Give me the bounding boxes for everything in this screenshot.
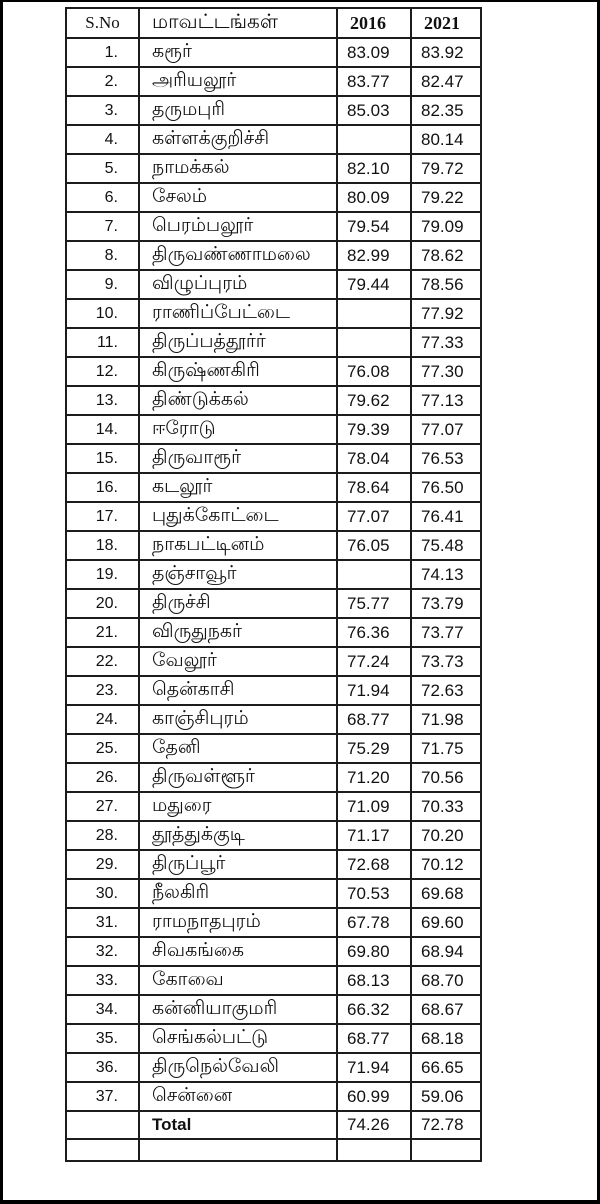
row-serial-number: 13. (66, 386, 139, 415)
row-value-2016: 70.53 (337, 879, 411, 908)
row-value-2016 (337, 299, 411, 328)
total-row (66, 1111, 481, 1139)
row-value-2021: 71.98 (411, 705, 481, 734)
row-value-2016: 83.77 (337, 67, 411, 96)
row-value-2016: 79.54 (337, 212, 411, 241)
row-district-name: புதுக்கோட்டை (139, 502, 337, 531)
row-value-2021: 77.33 (411, 328, 481, 357)
empty-cell (337, 1139, 411, 1161)
row-serial-number: 35. (66, 1024, 139, 1053)
row-value-2021: 78.56 (411, 270, 481, 299)
table-row (66, 647, 481, 676)
row-value-2016: 77.24 (337, 647, 411, 676)
row-serial-number: 12. (66, 357, 139, 386)
table-row (66, 589, 481, 618)
row-serial-number: 32. (66, 937, 139, 966)
row-value-2016: 79.62 (337, 386, 411, 415)
table-row (66, 850, 481, 879)
row-value-2016: 72.68 (337, 850, 411, 879)
row-district-name: திருவள்ளூர் (139, 763, 337, 792)
row-district-name: நாமக்கல் (139, 154, 337, 183)
row-district-name: நாகபட்டினம் (139, 531, 337, 560)
table-row (66, 125, 481, 154)
row-value-2016: 76.36 (337, 618, 411, 647)
row-value-2016 (337, 125, 411, 154)
row-value-2021: 69.68 (411, 879, 481, 908)
row-district-name: ராணிப்பேட்டை (139, 299, 337, 328)
table-row (66, 357, 481, 386)
empty-cell (411, 1139, 481, 1161)
row-serial-number: 17. (66, 502, 139, 531)
row-district-name: திருப்பூர் (139, 850, 337, 879)
row-value-2021: 69.60 (411, 908, 481, 937)
row-serial-number: 26. (66, 763, 139, 792)
table-row (66, 212, 481, 241)
row-serial-number: 18. (66, 531, 139, 560)
row-serial-number: 28. (66, 821, 139, 850)
row-value-2016: 76.08 (337, 357, 411, 386)
total-sno-cell (66, 1111, 139, 1139)
row-district-name: அரியலூர் (139, 67, 337, 96)
row-value-2021: 68.67 (411, 995, 481, 1024)
row-value-2016: 79.44 (337, 270, 411, 299)
table-row (66, 676, 481, 705)
row-serial-number: 11. (66, 328, 139, 357)
table-row (66, 328, 481, 357)
row-value-2021: 59.06 (411, 1082, 481, 1111)
table-row (66, 299, 481, 328)
row-serial-number: 2. (66, 67, 139, 96)
row-value-2021: 78.62 (411, 241, 481, 270)
header-year-2021: 2021 (411, 8, 481, 38)
table-row (66, 821, 481, 850)
row-serial-number: 20. (66, 589, 139, 618)
row-value-2016 (337, 560, 411, 589)
row-value-2021: 77.13 (411, 386, 481, 415)
total-value-2021: 72.78 (411, 1111, 481, 1139)
row-value-2021: 73.79 (411, 589, 481, 618)
table-row (66, 1082, 481, 1111)
row-serial-number: 7. (66, 212, 139, 241)
row-value-2016: 80.09 (337, 183, 411, 212)
row-value-2016: 71.09 (337, 792, 411, 821)
row-serial-number: 27. (66, 792, 139, 821)
table-row (66, 1053, 481, 1082)
row-serial-number: 8. (66, 241, 139, 270)
row-value-2021: 76.41 (411, 502, 481, 531)
row-value-2016: 75.77 (337, 589, 411, 618)
total-label: Total (139, 1111, 337, 1139)
row-serial-number: 24. (66, 705, 139, 734)
row-district-name: கிருஷ்ணகிரி (139, 357, 337, 386)
row-value-2021: 70.56 (411, 763, 481, 792)
row-value-2016: 67.78 (337, 908, 411, 937)
row-value-2021: 68.70 (411, 966, 481, 995)
table-header-row (66, 8, 481, 38)
table-row (66, 560, 481, 589)
row-value-2021: 73.77 (411, 618, 481, 647)
row-serial-number: 1. (66, 38, 139, 67)
row-district-name: சிவகங்கை (139, 937, 337, 966)
row-district-name: செங்கல்பட்டு (139, 1024, 337, 1053)
row-value-2016: 68.77 (337, 705, 411, 734)
row-value-2016: 68.77 (337, 1024, 411, 1053)
row-serial-number: 22. (66, 647, 139, 676)
row-district-name: திருப்பத்தூர்ர் (139, 328, 337, 357)
table-row (66, 183, 481, 212)
row-value-2021: 79.09 (411, 212, 481, 241)
row-serial-number: 16. (66, 473, 139, 502)
row-district-name: காஞ்சிபுரம் (139, 705, 337, 734)
table-row (66, 67, 481, 96)
row-value-2021: 79.22 (411, 183, 481, 212)
row-value-2016: 71.94 (337, 676, 411, 705)
row-district-name: திருச்சி (139, 589, 337, 618)
table-row (66, 966, 481, 995)
row-value-2016: 85.03 (337, 96, 411, 125)
row-value-2021: 68.18 (411, 1024, 481, 1053)
row-value-2016: 71.94 (337, 1053, 411, 1082)
row-district-name: விழுப்புரம் (139, 270, 337, 299)
table-row (66, 908, 481, 937)
row-value-2021: 73.73 (411, 647, 481, 676)
row-district-name: ஈரோடு (139, 415, 337, 444)
row-district-name: விருதுநகர் (139, 618, 337, 647)
row-value-2021: 77.07 (411, 415, 481, 444)
row-district-name: ராமநாதபுரம் (139, 908, 337, 937)
row-value-2016: 76.05 (337, 531, 411, 560)
row-serial-number: 21. (66, 618, 139, 647)
row-value-2021: 76.50 (411, 473, 481, 502)
row-value-2021: 77.30 (411, 357, 481, 386)
table-row (66, 618, 481, 647)
row-district-name: கோவை (139, 966, 337, 995)
row-serial-number: 14. (66, 415, 139, 444)
row-district-name: தஞ்சாவூர் (139, 560, 337, 589)
header-districts: மாவட்டங்கள் (139, 8, 337, 38)
empty-cell (66, 1139, 139, 1161)
row-value-2016: 82.10 (337, 154, 411, 183)
table-row (66, 96, 481, 125)
row-district-name: கரூர் (139, 38, 337, 67)
row-district-name: தருமபுரி (139, 96, 337, 125)
row-serial-number: 23. (66, 676, 139, 705)
table-row (66, 38, 481, 67)
header-sno: S.No (66, 8, 139, 38)
row-serial-number: 25. (66, 734, 139, 763)
empty-row (66, 1139, 481, 1161)
row-district-name: திருவாரூர் (139, 444, 337, 473)
row-serial-number: 29. (66, 850, 139, 879)
row-district-name: தென்காசி (139, 676, 337, 705)
table-row (66, 763, 481, 792)
row-value-2016: 71.20 (337, 763, 411, 792)
table-row (66, 415, 481, 444)
row-value-2021: 71.75 (411, 734, 481, 763)
row-serial-number: 31. (66, 908, 139, 937)
table-row (66, 937, 481, 966)
row-district-name: கடலூர் (139, 473, 337, 502)
row-serial-number: 5. (66, 154, 139, 183)
table-row (66, 386, 481, 415)
row-value-2021: 68.94 (411, 937, 481, 966)
row-serial-number: 36. (66, 1053, 139, 1082)
row-value-2016: 69.80 (337, 937, 411, 966)
row-value-2016: 71.17 (337, 821, 411, 850)
table-row (66, 879, 481, 908)
row-value-2016: 82.99 (337, 241, 411, 270)
row-value-2016: 75.29 (337, 734, 411, 763)
row-serial-number: 37. (66, 1082, 139, 1111)
row-value-2016: 68.13 (337, 966, 411, 995)
table-row (66, 473, 481, 502)
row-value-2016: 83.09 (337, 38, 411, 67)
row-serial-number: 30. (66, 879, 139, 908)
row-district-name: பெரம்பலூர் (139, 212, 337, 241)
row-district-name: கன்னியாகுமரி (139, 995, 337, 1024)
table-row (66, 444, 481, 473)
row-value-2016 (337, 328, 411, 357)
row-value-2021: 83.92 (411, 38, 481, 67)
row-value-2016: 78.64 (337, 473, 411, 502)
row-serial-number: 19. (66, 560, 139, 589)
table-row (66, 995, 481, 1024)
table-row (66, 734, 481, 763)
row-value-2021: 74.13 (411, 560, 481, 589)
row-value-2016: 60.99 (337, 1082, 411, 1111)
row-value-2021: 72.63 (411, 676, 481, 705)
table-row (66, 531, 481, 560)
row-serial-number: 4. (66, 125, 139, 154)
row-district-name: தூத்துக்குடி (139, 821, 337, 850)
total-value-2016: 74.26 (337, 1111, 411, 1139)
row-serial-number: 15. (66, 444, 139, 473)
row-value-2021: 76.53 (411, 444, 481, 473)
row-value-2021: 70.33 (411, 792, 481, 821)
row-district-name: திருநெல்வேலி (139, 1053, 337, 1082)
empty-cell (139, 1139, 337, 1161)
row-value-2021: 80.14 (411, 125, 481, 154)
table-row (66, 1024, 481, 1053)
row-value-2021: 75.48 (411, 531, 481, 560)
row-value-2016: 78.04 (337, 444, 411, 473)
row-serial-number: 6. (66, 183, 139, 212)
row-value-2016: 77.07 (337, 502, 411, 531)
row-district-name: சேலம் (139, 183, 337, 212)
table-row (66, 270, 481, 299)
table-row (66, 705, 481, 734)
row-district-name: சென்னை (139, 1082, 337, 1111)
row-serial-number: 9. (66, 270, 139, 299)
row-serial-number: 3. (66, 96, 139, 125)
row-district-name: திண்டுக்கல் (139, 386, 337, 415)
row-value-2016: 79.39 (337, 415, 411, 444)
table-row (66, 792, 481, 821)
table-row (66, 502, 481, 531)
row-value-2021: 82.47 (411, 67, 481, 96)
row-district-name: மதுரை (139, 792, 337, 821)
row-district-name: வேலூர் (139, 647, 337, 676)
row-district-name: தேனி (139, 734, 337, 763)
districts-table (65, 7, 482, 1162)
row-value-2021: 70.20 (411, 821, 481, 850)
row-serial-number: 10. (66, 299, 139, 328)
row-value-2021: 82.35 (411, 96, 481, 125)
row-serial-number: 33. (66, 966, 139, 995)
row-value-2021: 66.65 (411, 1053, 481, 1082)
header-year-2016: 2016 (337, 8, 411, 38)
table-row (66, 154, 481, 183)
row-value-2021: 79.72 (411, 154, 481, 183)
row-district-name: நீலகிரி (139, 879, 337, 908)
row-district-name: கள்ளக்குறிச்சி (139, 125, 337, 154)
row-serial-number: 34. (66, 995, 139, 1024)
row-value-2021: 70.12 (411, 850, 481, 879)
table-row (66, 241, 481, 270)
row-district-name: திருவண்ணாமலை (139, 241, 337, 270)
row-value-2016: 66.32 (337, 995, 411, 1024)
row-value-2021: 77.92 (411, 299, 481, 328)
